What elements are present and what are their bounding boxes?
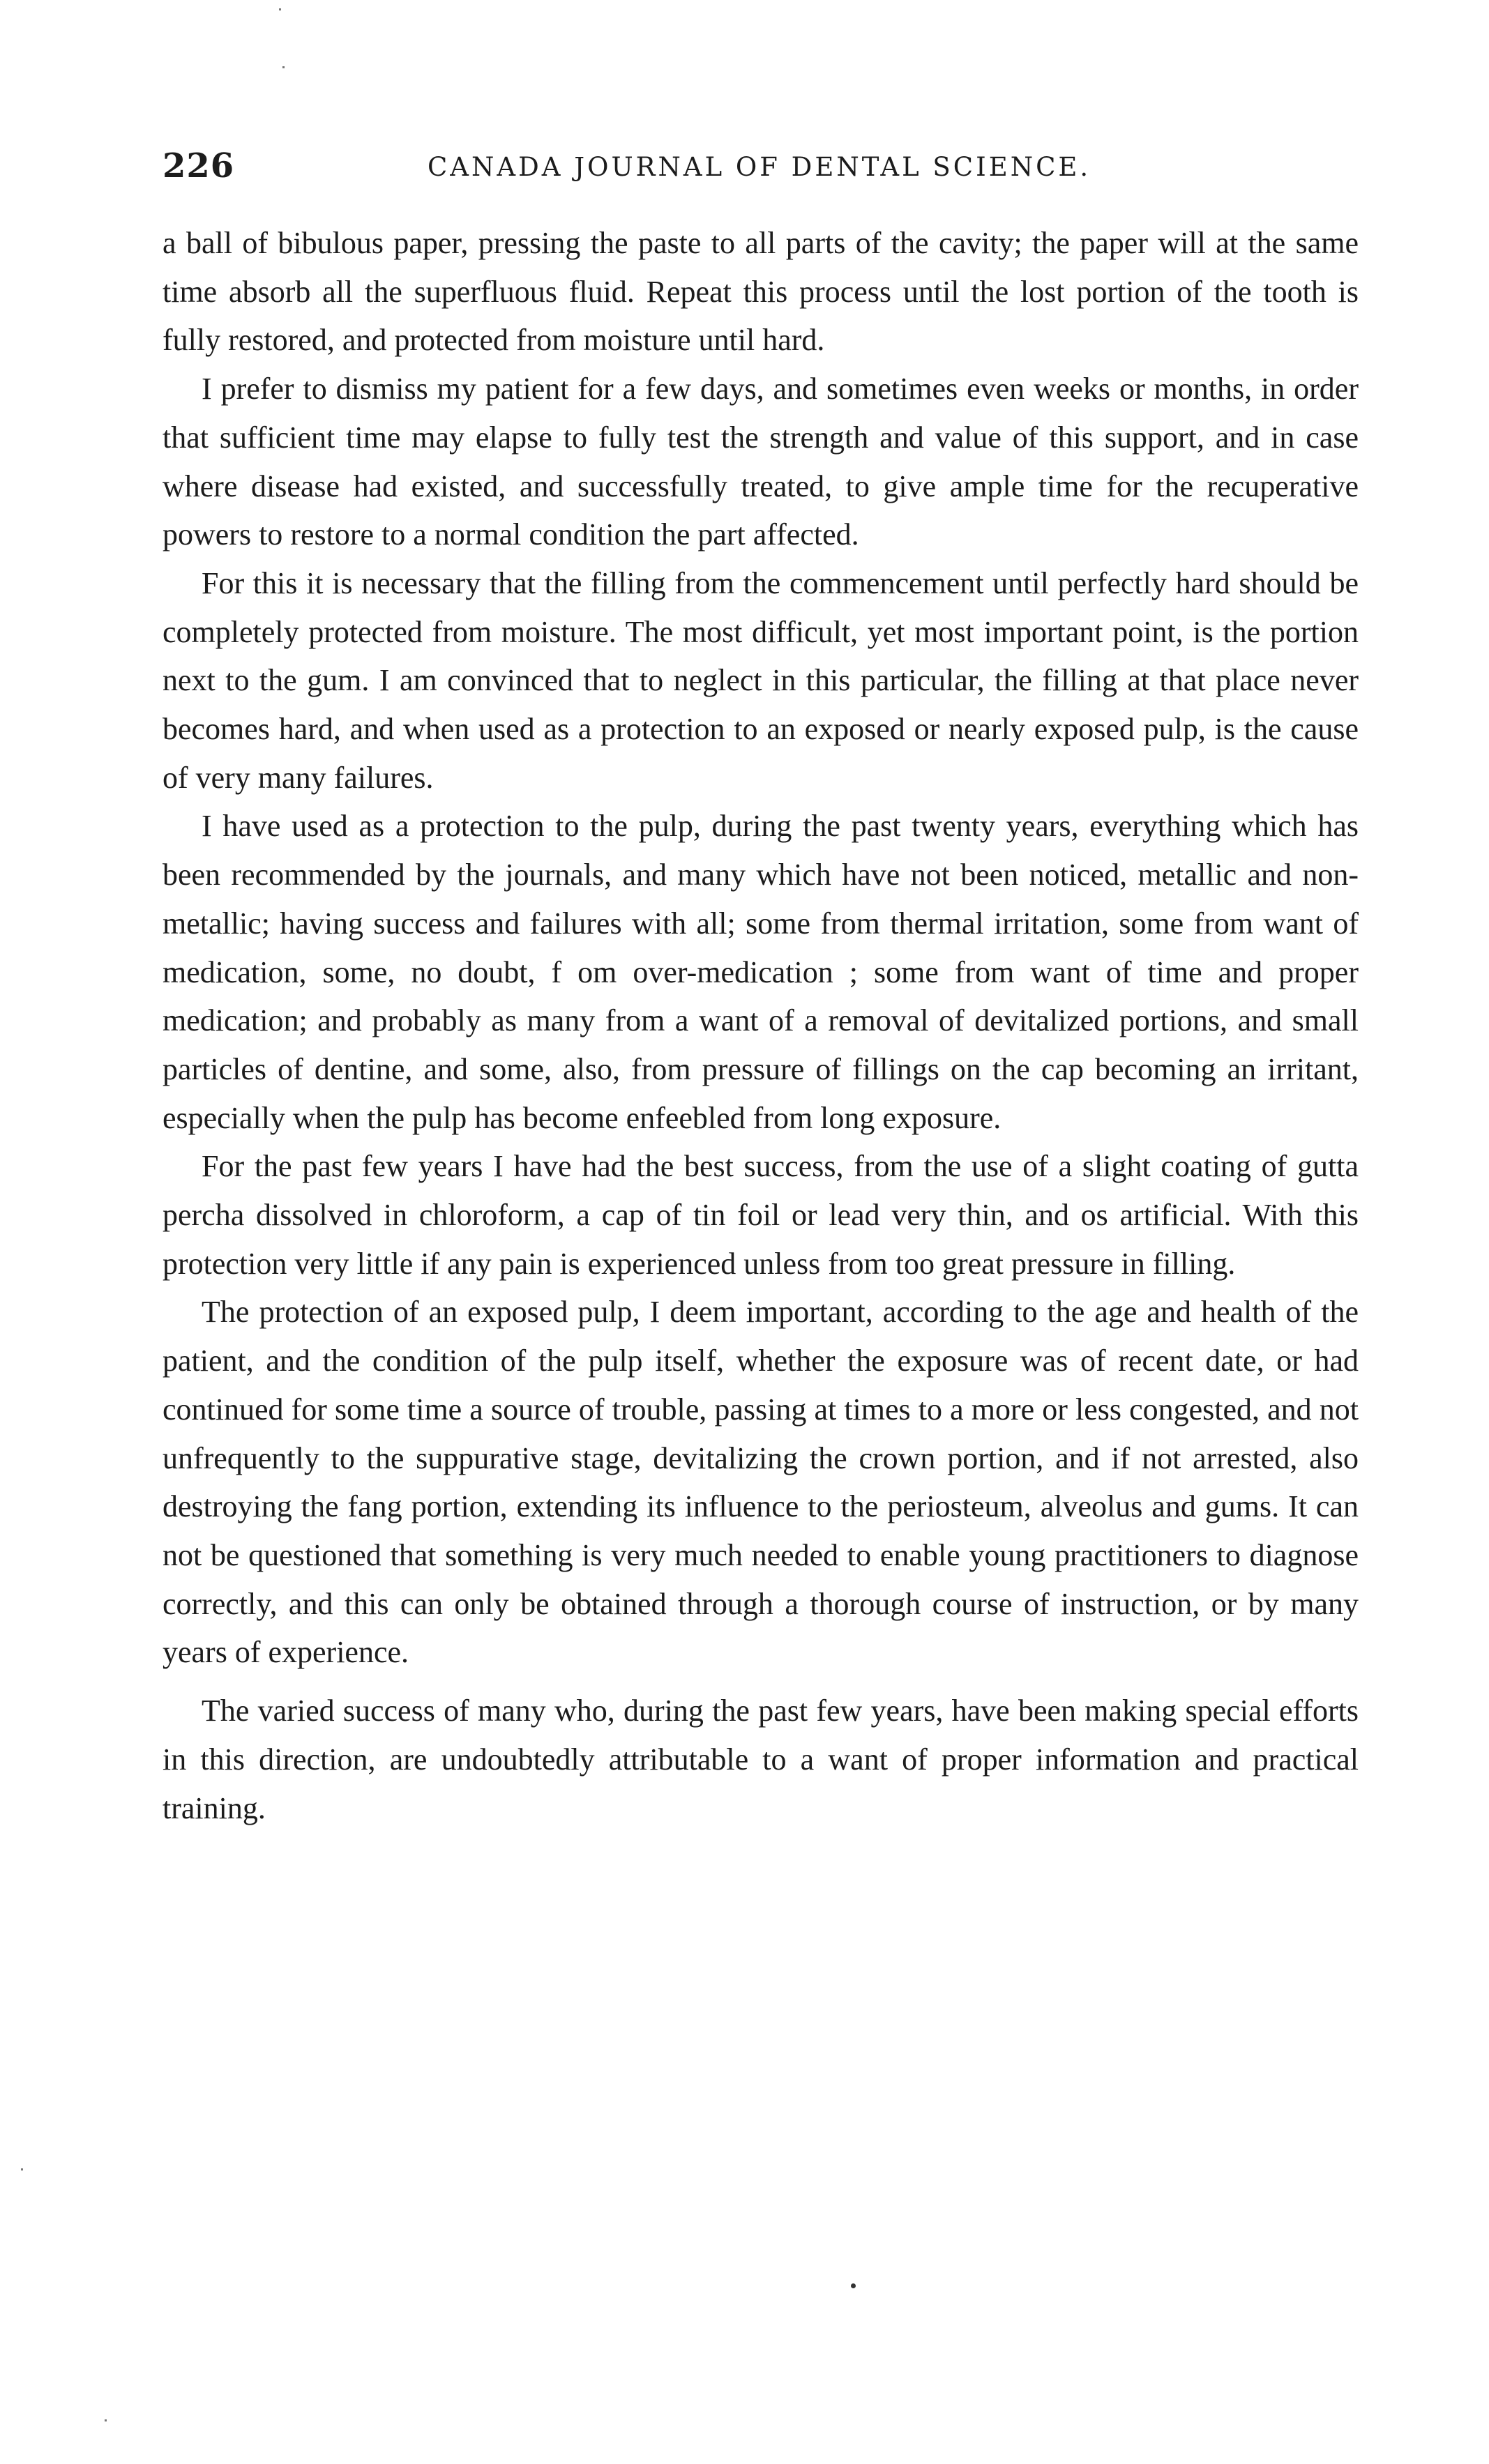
paragraph: I prefer to dismiss my patient for a few days, and sometimes even weeks or months, in order that sufficient time may elapse to fully test the strength and value of this support, and in case where disease had existed, and successfully treated, to give ample time for the recuperative powers to restore to a normal condition the part affected. — [162, 372, 1359, 552]
paragraph: The varied success of many who, during the past few years, have been making special efforts in this direction, are undoubtedly attributable to a want of proper information and practical training. — [162, 1694, 1359, 1825]
paragraph: For the past few years I have had the best success, from the use of a slight coating of gutta percha dissolved in chloroform, a cap of tin foil or lead very thin, and os artificial. With this protection very little if any pain is experienced unless from too great pressure in filling. — [162, 1149, 1359, 1281]
scan-speck — [279, 8, 281, 10]
journal-page — [162, 146, 1359, 1832]
page-number: 226 — [162, 146, 235, 185]
paragraph: a ball of bibulous paper, pressing the paste to all parts of the cavity; the paper will at the same time absorb all the superfluous fluid. Repeat this process until the lost portion of the tooth is fully restored, and protected from moisture until hard. — [162, 226, 1359, 358]
ink-dot — [851, 2283, 856, 2288]
paragraph: For this it is necessary that the filling from the commencement until perfectly hard should be completely protected from moisture. The most difficult, yet most important point, is the portion next to the gum. I am convinced that to neglect in this particular, the filling at that place never becomes hard, and when used as a protection to an exposed or nearly exposed pulp, is the cause of very many failures. — [162, 565, 1359, 795]
running-head: CANADA JOURNAL OF DENTAL SCIENCE. — [428, 152, 1091, 182]
scan-speck — [21, 2168, 23, 2170]
article-body — [162, 219, 1359, 1832]
page-header — [162, 146, 1359, 195]
paragraph: I have used as a protection to the pulp, during the past twenty years, everything which has been recommended by the journals, and many which have not been noticed, metallic and non-metallic; having success and failures with all; some from thermal irritation, some from want of medication, some, no doubt, f om over-medication ; some from want of time and proper medication; and probably as many from a want of a removal of devitalized portions, and small particles of dentine, and some, also, from pressure of fillings on the cap becoming an irritant, especially when the pulp has become enfeebled from long exposure. — [162, 809, 1359, 1135]
scan-speck — [282, 66, 285, 68]
scan-speck — [105, 2419, 107, 2421]
paragraph: The protection of an exposed pulp, I deem important, according to the age and health of the patient, and the condition of the pulp itself, whether the exposure was of recent date, or had continued for some time a source of trouble, passing at times to a more or less congested, and not unfrequently to the suppurative stage, devitalizing the crown portion, and if not arrested, also destroying the fang portion, extending its influence to the periosteum, alveolus and gums. It can not be questioned that something is very much needed to enable young practitioners to diagnose correctly, and this can only be obtained through a thorough course of instruction, or by many years of experience. — [162, 1295, 1359, 1670]
